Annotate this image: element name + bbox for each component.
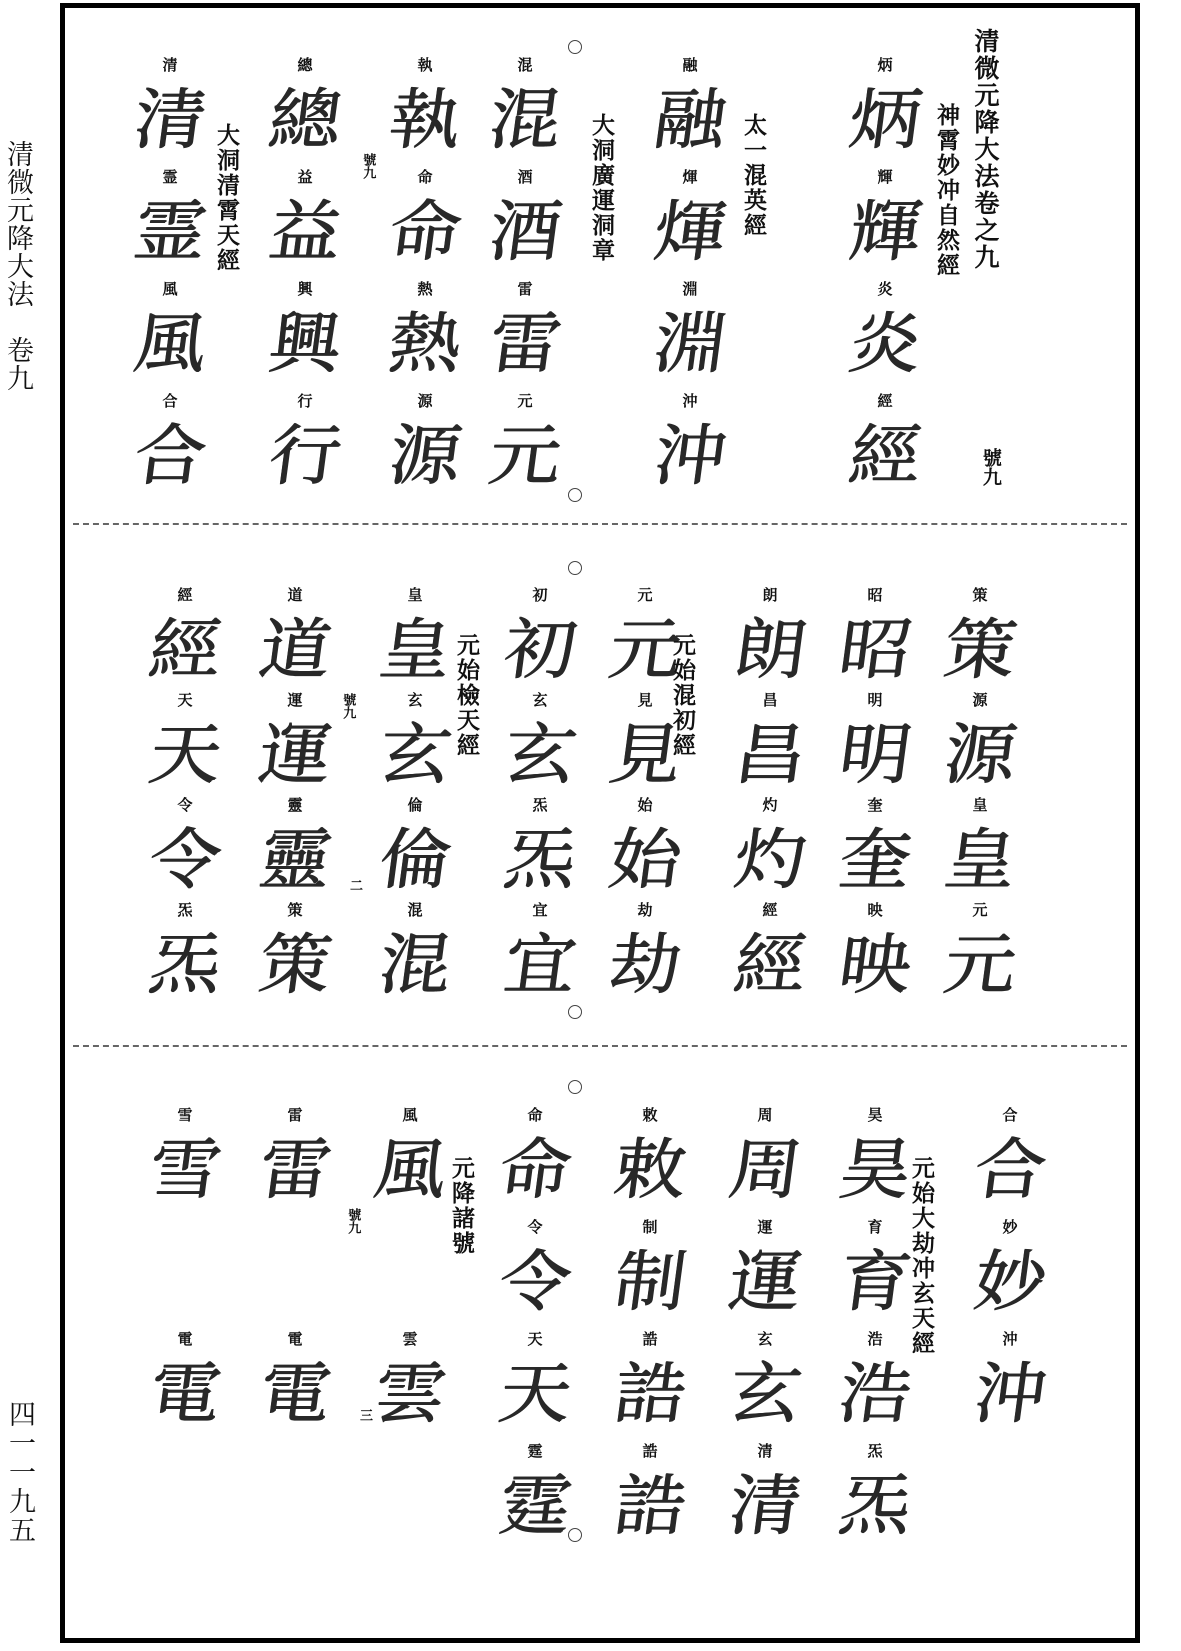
seal-glyph: 昌	[729, 716, 811, 793]
gloss-label: 令	[527, 1218, 543, 1236]
gloss-label: 混	[407, 901, 423, 919]
gloss-label: 炁	[532, 796, 548, 814]
seal-glyph: 初	[499, 611, 581, 688]
scripture-title: 大洞廣運洞章	[588, 113, 615, 263]
gloss-label: 策	[287, 901, 303, 919]
gloss-label: 執	[417, 56, 433, 74]
gloss-label: 經	[762, 901, 778, 919]
gloss-label: 玄	[407, 691, 423, 709]
seal-glyph: 誥	[609, 1355, 691, 1432]
gloss-label: 雷	[517, 280, 533, 298]
seal-glyph: 淵	[649, 305, 731, 382]
seal-glyph: 執	[384, 81, 466, 158]
circle-mark-icon	[568, 1080, 582, 1094]
seal-glyph: 元	[604, 611, 686, 688]
seal-glyph: 經	[844, 417, 926, 494]
seal-glyph: 合	[129, 417, 211, 494]
gloss-label: 命	[417, 168, 433, 186]
seal-glyph: 天	[494, 1355, 576, 1432]
gloss-label: 經	[177, 586, 193, 604]
book-title-heading: 清微元降大法卷之九	[971, 28, 1000, 271]
seal-glyph: 融	[649, 81, 731, 158]
gloss-label: 灼	[762, 796, 778, 814]
gloss-label: 育	[867, 1218, 883, 1236]
gloss-label: 令	[177, 796, 193, 814]
gloss-label: 風	[402, 1106, 418, 1124]
gloss-label: 炁	[177, 901, 193, 919]
seal-glyph: 經	[729, 926, 811, 1003]
gloss-label: 源	[972, 691, 988, 709]
gloss-label: 明	[867, 691, 883, 709]
seal-glyph: 玄	[499, 716, 581, 793]
gloss-label: 天	[527, 1330, 543, 1348]
seal-glyph: 雪	[144, 1131, 226, 1208]
gloss-label: 雲	[402, 1330, 418, 1348]
seal-glyph: 混	[374, 926, 456, 1003]
seal-glyph: 道	[254, 611, 336, 688]
gloss-label: 炁	[867, 1442, 883, 1460]
seal-glyph: 天	[144, 716, 226, 793]
small-mark: 二	[350, 879, 364, 894]
seal-glyph: 總	[264, 81, 346, 158]
seal-glyph: 熱	[384, 305, 466, 382]
seal-glyph: 策	[939, 611, 1021, 688]
gloss-label: 益	[297, 168, 313, 186]
gloss-label: 霊	[162, 168, 178, 186]
gloss-label: 炳	[877, 56, 893, 74]
gloss-label: 融	[682, 56, 698, 74]
seal-glyph: 電	[254, 1355, 336, 1432]
seal-glyph: 炎	[844, 305, 926, 382]
seal-glyph: 昊	[834, 1131, 916, 1208]
gloss-label: 元	[637, 586, 653, 604]
gloss-label: 宜	[532, 901, 548, 919]
side-mark: 號九	[360, 153, 376, 179]
gloss-label: 沖	[682, 392, 698, 410]
gloss-label: 清	[162, 56, 178, 74]
gloss-label: 初	[532, 586, 548, 604]
circle-mark-icon	[568, 561, 582, 575]
gloss-label: 煇	[682, 168, 698, 186]
seal-glyph: 沖	[649, 417, 731, 494]
seal-glyph: 清	[129, 81, 211, 158]
seal-glyph: 運	[254, 716, 336, 793]
seal-glyph: 風	[129, 305, 211, 382]
seal-glyph: 宜	[499, 926, 581, 1003]
gloss-label: 淵	[682, 280, 698, 298]
seal-glyph: 命	[384, 193, 466, 270]
scripture-title: 神霄妙冲自然經	[933, 103, 960, 278]
gloss-label: 運	[287, 691, 303, 709]
gloss-label: 元	[972, 901, 988, 919]
gloss-label: 酒	[517, 168, 533, 186]
seal-glyph: 霊	[129, 193, 211, 270]
seal-glyph: 雲	[369, 1355, 451, 1432]
seal-glyph: 元	[484, 417, 566, 494]
gloss-label: 合	[162, 392, 178, 410]
gloss-label: 雪	[177, 1106, 193, 1124]
seal-glyph: 行	[264, 417, 346, 494]
gloss-label: 熱	[417, 280, 433, 298]
seal-glyph: 令	[144, 821, 226, 898]
gloss-label: 沖	[1002, 1330, 1018, 1348]
seal-glyph: 經	[144, 611, 226, 688]
seal-glyph: 育	[834, 1243, 916, 1320]
gloss-label: 制	[642, 1218, 658, 1236]
gloss-label: 妙	[1002, 1218, 1018, 1236]
gloss-label: 混	[517, 56, 533, 74]
seal-glyph: 始	[604, 821, 686, 898]
circle-mark-icon	[568, 40, 582, 54]
seal-glyph: 見	[604, 716, 686, 793]
scripture-title: 元始混初經	[669, 633, 696, 758]
gloss-label: 命	[527, 1106, 543, 1124]
seal-glyph: 令	[494, 1243, 576, 1320]
gloss-label: 策	[972, 586, 988, 604]
page-number: 四一一九五	[4, 1400, 35, 1545]
gloss-label: 誥	[642, 1330, 658, 1348]
seal-glyph: 合	[969, 1131, 1051, 1208]
seal-glyph: 元	[939, 926, 1021, 1003]
scripture-title: 大洞清霄天經	[213, 123, 240, 273]
seal-glyph: 沖	[969, 1355, 1051, 1432]
gloss-label: 興	[297, 280, 313, 298]
seal-glyph: 益	[264, 193, 346, 270]
gloss-label: 電	[287, 1330, 303, 1348]
seal-glyph: 誥	[609, 1467, 691, 1544]
gloss-label: 清	[757, 1442, 773, 1460]
seal-glyph: 電	[144, 1355, 226, 1432]
gloss-label: 倫	[407, 796, 423, 814]
seal-glyph: 源	[939, 716, 1021, 793]
seal-glyph: 朗	[729, 611, 811, 688]
seal-glyph: 玄	[374, 716, 456, 793]
gloss-label: 昊	[867, 1106, 883, 1124]
gloss-label: 映	[867, 901, 883, 919]
gloss-label: 誥	[642, 1442, 658, 1460]
seal-glyph: 劫	[604, 926, 686, 1003]
gloss-label: 始	[637, 796, 653, 814]
gloss-label: 電	[177, 1330, 193, 1348]
seal-glyph: 浩	[834, 1355, 916, 1432]
seal-glyph: 皇	[939, 821, 1021, 898]
seal-glyph: 霆	[494, 1467, 576, 1544]
gloss-label: 合	[1002, 1106, 1018, 1124]
margin-book-title: 清微元降大法 卷九	[2, 140, 33, 392]
seal-glyph: 玄	[724, 1355, 806, 1432]
seal-glyph: 混	[484, 81, 566, 158]
gloss-label: 輝	[877, 168, 893, 186]
gloss-label: 靈	[287, 796, 303, 814]
seal-glyph: 灼	[729, 821, 811, 898]
gloss-label: 總	[297, 56, 313, 74]
scripture-title: 元始大劫冲玄天經	[908, 1156, 935, 1356]
gloss-label: 劫	[637, 901, 653, 919]
gloss-label: 朗	[762, 586, 778, 604]
seal-glyph: 雷	[484, 305, 566, 382]
seal-glyph: 制	[609, 1243, 691, 1320]
seal-glyph: 炳	[844, 81, 926, 158]
gloss-label: 周	[757, 1106, 773, 1124]
seal-glyph: 周	[724, 1131, 806, 1208]
seal-glyph: 策	[254, 926, 336, 1003]
number-mark: 號九	[979, 448, 1002, 486]
gloss-label: 炎	[877, 280, 893, 298]
scripture-title: 元降諸號	[448, 1156, 475, 1256]
gloss-label: 玄	[532, 691, 548, 709]
gloss-label: 天	[177, 691, 193, 709]
section-divider	[73, 1045, 1127, 1047]
gloss-label: 源	[417, 392, 433, 410]
gloss-label: 元	[517, 392, 533, 410]
seal-glyph: 興	[264, 305, 346, 382]
seal-glyph: 酒	[484, 193, 566, 270]
seal-glyph: 輝	[844, 193, 926, 270]
seal-glyph: 煇	[649, 193, 731, 270]
gloss-label: 皇	[407, 586, 423, 604]
seal-glyph: 皇	[374, 611, 456, 688]
seal-glyph: 源	[384, 417, 466, 494]
gloss-label: 雷	[287, 1106, 303, 1124]
page-frame	[60, 3, 1140, 1643]
seal-glyph: 炁	[499, 821, 581, 898]
scripture-title: 太一混英經	[740, 113, 767, 238]
gloss-label: 浩	[867, 1330, 883, 1348]
gloss-label: 見	[637, 691, 653, 709]
seal-glyph: 運	[724, 1243, 806, 1320]
seal-glyph: 靈	[254, 821, 336, 898]
seal-glyph: 炁	[144, 926, 226, 1003]
seal-glyph: 明	[834, 716, 916, 793]
seal-glyph: 倫	[374, 821, 456, 898]
side-mark: 號九	[345, 1208, 361, 1234]
gloss-label: 昌	[762, 691, 778, 709]
seal-glyph: 敕	[609, 1131, 691, 1208]
gloss-label: 道	[287, 586, 303, 604]
gloss-label: 奎	[867, 796, 883, 814]
seal-glyph: 映	[834, 926, 916, 1003]
seal-glyph: 命	[494, 1131, 576, 1208]
section-divider	[73, 523, 1127, 525]
seal-glyph: 妙	[969, 1243, 1051, 1320]
seal-glyph: 炁	[834, 1467, 916, 1544]
gloss-label: 玄	[757, 1330, 773, 1348]
seal-glyph: 清	[724, 1467, 806, 1544]
gloss-label: 敕	[642, 1106, 658, 1124]
gloss-label: 風	[162, 280, 178, 298]
gloss-label: 運	[757, 1218, 773, 1236]
seal-glyph: 雷	[254, 1131, 336, 1208]
small-mark: 三	[360, 1409, 374, 1424]
scripture-title: 元始檢天經	[453, 633, 480, 758]
gloss-label: 皇	[972, 796, 988, 814]
gloss-label: 昭	[867, 586, 883, 604]
gloss-label: 霆	[527, 1442, 543, 1460]
seal-glyph: 奎	[834, 821, 916, 898]
gloss-label: 經	[877, 392, 893, 410]
seal-glyph: 風	[369, 1131, 451, 1208]
seal-glyph: 昭	[834, 611, 916, 688]
side-mark: 號九	[340, 693, 356, 719]
gloss-label: 行	[297, 392, 313, 410]
